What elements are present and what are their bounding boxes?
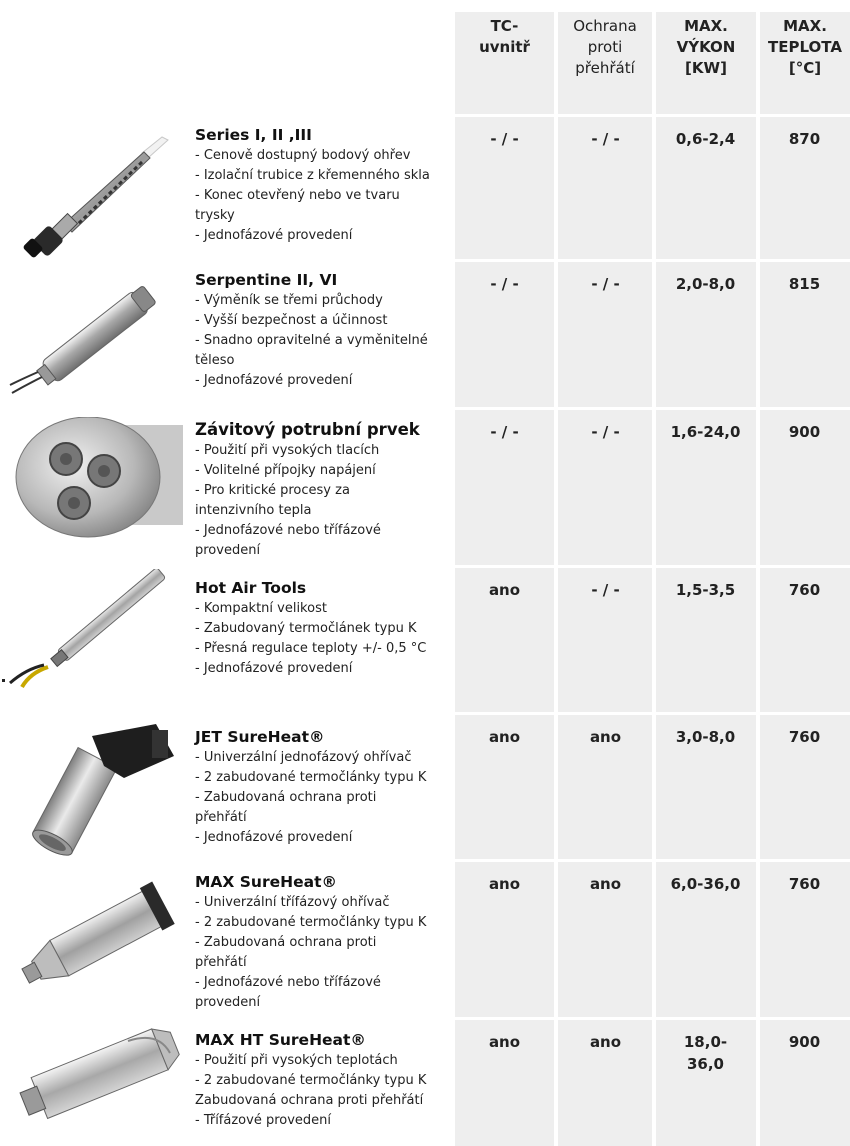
product-row-jet-sureheat bbox=[0, 716, 850, 858]
feature-line: - Jednofázové provedení bbox=[195, 373, 353, 388]
product-row-hot-air-tools bbox=[0, 569, 850, 711]
feature-line: Zabudovaná ochrana proti přehřátí bbox=[195, 1093, 424, 1108]
product-description bbox=[195, 124, 445, 246]
cell-teplota: 760 bbox=[788, 875, 821, 893]
feature-line: provedení bbox=[195, 995, 261, 1010]
feature-line: intenzivního tepla bbox=[195, 503, 312, 518]
max-sureheat-image bbox=[14, 867, 184, 997]
cell-vykon: 3,0-8,0 bbox=[675, 728, 736, 746]
feature-line: - Jednofázové provedení bbox=[195, 830, 353, 845]
feature-line: - Izolační trubice z křemenného skla bbox=[195, 168, 430, 183]
row-separator bbox=[455, 1017, 850, 1020]
cell-tc: ano bbox=[488, 875, 521, 893]
feature-line: - Volitelné přípojky napájení bbox=[195, 463, 376, 478]
feature-line: - Zabudovaná ochrana proti bbox=[195, 790, 377, 805]
cell-tc: - / - bbox=[490, 130, 519, 148]
cell-ochrana: - / - bbox=[591, 130, 620, 148]
feature-line: - Univerzální jednofázový ohřívač bbox=[195, 750, 412, 765]
feature-line: trysky bbox=[195, 208, 235, 223]
cell-vykon: 6,0-36,0 bbox=[670, 875, 741, 893]
cell-ochrana: ano bbox=[589, 728, 622, 746]
feature-line: - Jednofázové nebo třífázové bbox=[195, 975, 381, 990]
row-separator bbox=[455, 712, 850, 715]
feature-line: - Zabudovaná ochrana proti bbox=[195, 935, 377, 950]
feature-line: - Použití při vysokých tlacích bbox=[195, 443, 380, 458]
threaded-pipe-element-image bbox=[8, 417, 183, 547]
feature-line: - Konec otevřený nebo ve tvaru bbox=[195, 188, 400, 203]
product-row-max-sureheat bbox=[0, 863, 850, 1016]
feature-line: - 2 zabudované termočlánky typu K bbox=[195, 770, 427, 785]
cell-teplota: 870 bbox=[788, 130, 821, 148]
product-title: Series I, II ,III bbox=[195, 126, 312, 144]
cell-vykon: 2,0-8,0 bbox=[675, 275, 736, 293]
cell-vykon: 1,6-24,0 bbox=[670, 423, 741, 441]
product-description bbox=[195, 1029, 445, 1131]
cell-tc: ano bbox=[488, 728, 521, 746]
feature-line: přehřátí bbox=[195, 955, 247, 970]
product-description bbox=[195, 726, 445, 848]
cell-ochrana: - / - bbox=[591, 275, 620, 293]
cell-vykon: 0,6-2,4 bbox=[675, 130, 736, 148]
cell-teplota: 900 bbox=[788, 1033, 821, 1051]
product-title: Serpentine II, VI bbox=[195, 271, 338, 289]
row-separator bbox=[455, 407, 850, 410]
cell-teplota: 815 bbox=[788, 275, 821, 293]
cell-ochrana: - / - bbox=[591, 423, 620, 441]
cell-ochrana: ano bbox=[589, 1033, 622, 1051]
hot-air-tool-image bbox=[0, 569, 180, 699]
feature-line: - Vyšší bezpečnost a účinnost bbox=[195, 313, 388, 328]
product-row-series bbox=[0, 118, 850, 258]
header-ochrana-proti-prehrati: Ochrana proti přehřátí bbox=[573, 17, 637, 77]
product-title: Závitový potrubní prvek bbox=[195, 420, 420, 439]
product-title: JET SureHeat® bbox=[195, 728, 325, 746]
cell-tc: ano bbox=[488, 1033, 521, 1051]
cell-tc: - / - bbox=[490, 423, 519, 441]
row-separator bbox=[455, 565, 850, 568]
cell-vykon: 1,5-3,5 bbox=[675, 581, 736, 599]
feature-line: - Třífázové provedení bbox=[195, 1113, 332, 1128]
cell-tc: - / - bbox=[490, 275, 519, 293]
cell-teplota: 760 bbox=[788, 728, 821, 746]
feature-line: těleso bbox=[195, 353, 235, 368]
cell-vykon: 18,0- 36,0 bbox=[683, 1033, 728, 1073]
feature-line: - Přesná regulace teploty +/- 0,5 °C bbox=[195, 641, 427, 656]
header-tc-uvnitr: TC- uvnitř bbox=[479, 17, 530, 56]
cell-ochrana: - / - bbox=[591, 581, 620, 599]
header-max-vykon: MAX. VÝKON [KW] bbox=[676, 17, 736, 77]
feature-line: - Snadno opravitelné a vyměnitelné bbox=[195, 333, 428, 348]
feature-line: - Výměník se třemi průchody bbox=[195, 293, 383, 308]
product-title: Hot Air Tools bbox=[195, 579, 307, 597]
product-title: MAX HT SureHeat® bbox=[195, 1031, 366, 1049]
series-heater-image bbox=[22, 132, 172, 262]
feature-line: přehřátí bbox=[195, 810, 247, 825]
feature-line: - Cenově dostupný bodový ohřev bbox=[195, 148, 411, 163]
feature-line: - Univerzální třífázový ohřívač bbox=[195, 895, 390, 910]
product-description bbox=[195, 577, 445, 679]
cell-ochrana: ano bbox=[589, 875, 622, 893]
row-separator bbox=[455, 114, 850, 117]
feature-line: - Použití při vysokých teplotách bbox=[195, 1053, 398, 1068]
product-description bbox=[195, 419, 445, 561]
feature-line: - Pro kritické procesy za bbox=[195, 483, 350, 498]
cell-teplota: 900 bbox=[788, 423, 821, 441]
product-title: MAX SureHeat® bbox=[195, 873, 337, 891]
product-row-max-ht-sureheat bbox=[0, 1021, 850, 1146]
row-separator bbox=[455, 859, 850, 862]
jet-sureheat-image bbox=[14, 716, 179, 856]
product-row-zavitovy bbox=[0, 411, 850, 564]
row-separator bbox=[455, 259, 850, 262]
feature-line: - 2 zabudované termočlánky typu K bbox=[195, 915, 427, 930]
feature-line: - Jednofázové provedení bbox=[195, 228, 353, 243]
feature-line: - Jednofázové provedení bbox=[195, 661, 353, 676]
max-ht-sureheat-image bbox=[8, 1023, 186, 1143]
feature-line: - Jednofázové nebo třífázové bbox=[195, 523, 381, 538]
feature-line: - Zabudovaný termočlánek typu K bbox=[195, 621, 417, 636]
product-row-serpentine bbox=[0, 263, 850, 406]
product-description bbox=[195, 871, 445, 1013]
feature-line: provedení bbox=[195, 543, 261, 558]
cell-tc: ano bbox=[488, 581, 521, 599]
serpentine-heater-image bbox=[8, 277, 178, 397]
cell-teplota: 760 bbox=[788, 581, 821, 599]
feature-line: - Kompaktní velikost bbox=[195, 601, 327, 616]
feature-line: - 2 zabudované termočlánky typu K bbox=[195, 1073, 427, 1088]
header-max-teplota: MAX. TEPLOTA [°C] bbox=[768, 17, 842, 77]
product-description bbox=[195, 269, 445, 391]
